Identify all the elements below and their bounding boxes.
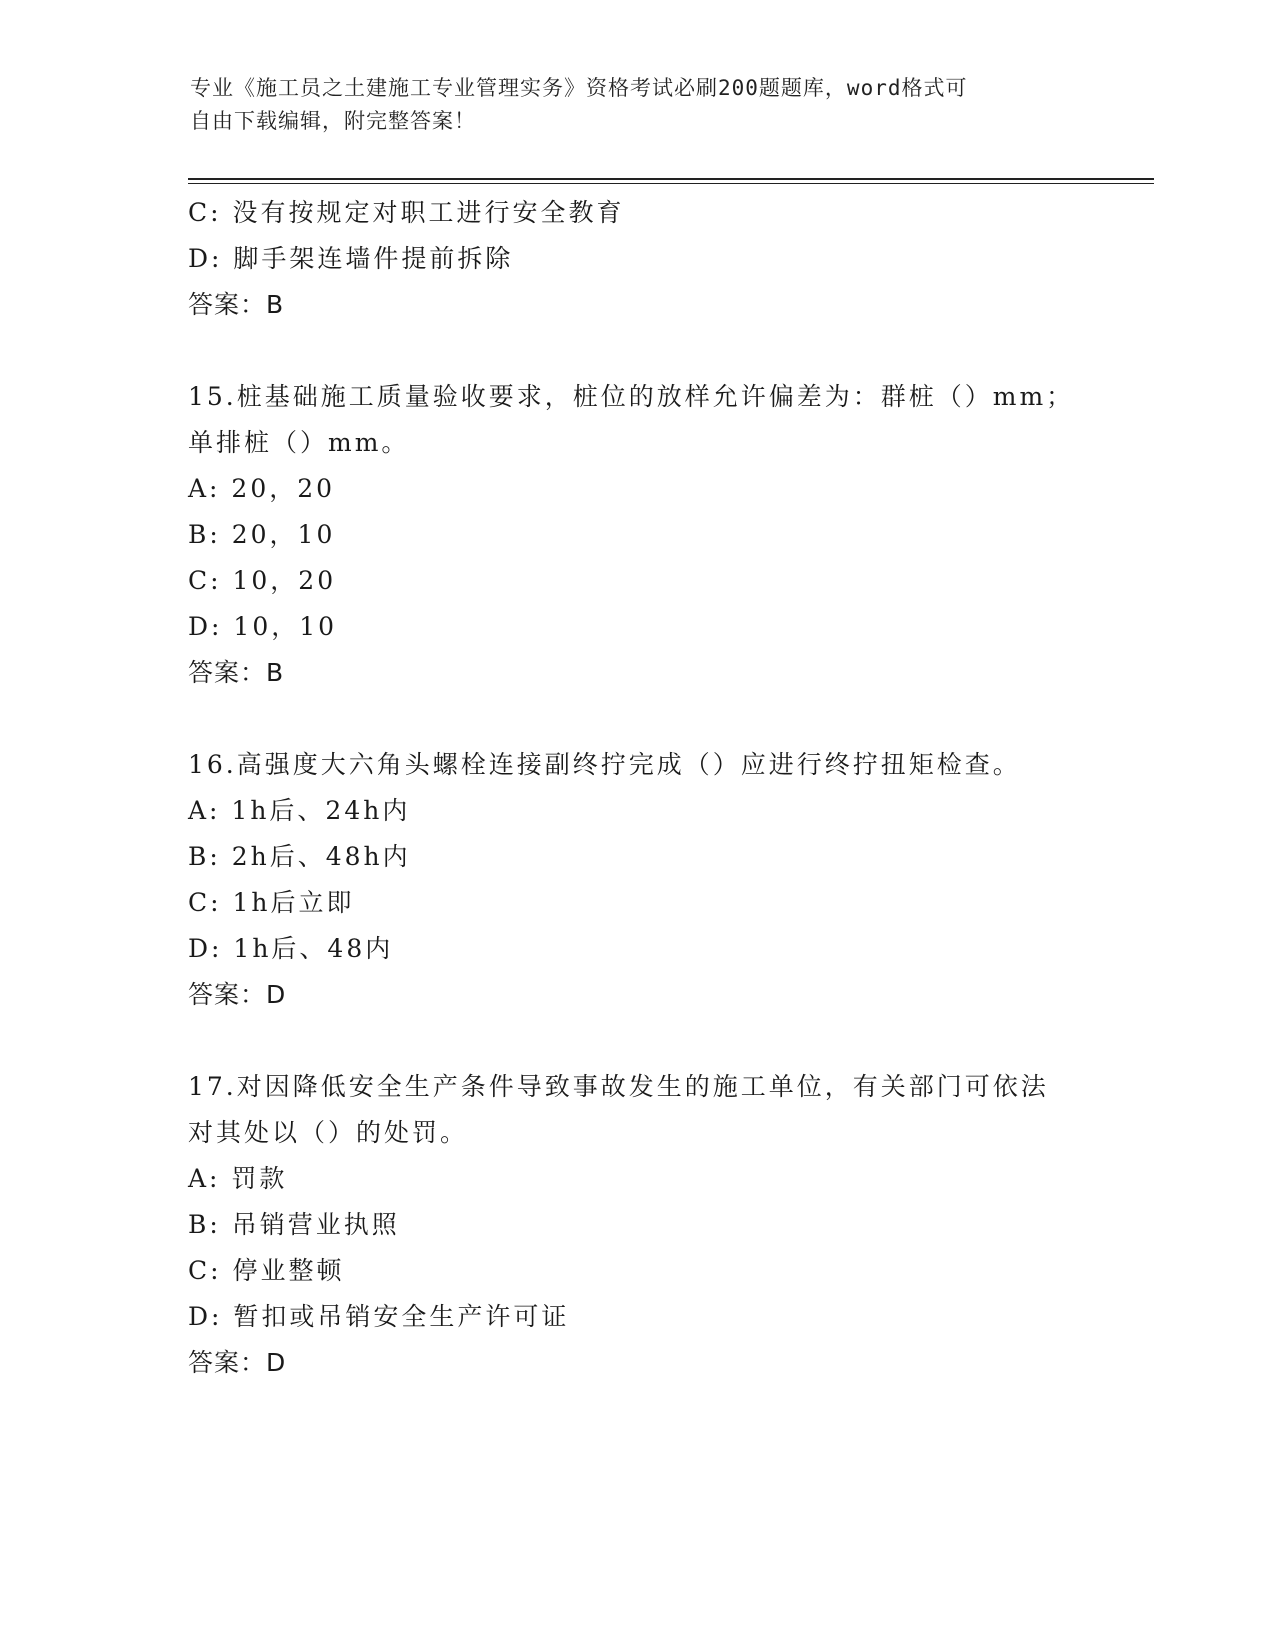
header-title-line-2: 自由下载编辑，附完整答案！ (190, 109, 476, 133)
page-header (190, 72, 1090, 138)
document-body (188, 190, 1088, 1386)
header-divider-thin (188, 183, 1154, 184)
option-d: D: 暂扣或吊销安全生产许可证 (188, 1302, 570, 1331)
question-text-line: 16.高强度大六角头螺栓连接副终拧完成（）应进行终拧扭矩检查。 (188, 750, 1021, 779)
question-text-line: 单排桩（）mm。 (188, 428, 410, 457)
question-text-line: 17.对因降低安全生产条件导致事故发生的施工单位，有关部门可依法 (188, 1072, 1049, 1101)
answer-line: 答案：B (188, 658, 285, 687)
question-17 (188, 1064, 1088, 1386)
question-16 (188, 742, 1088, 1018)
option-b: B: 吊销营业执照 (188, 1210, 400, 1239)
option-a: A: 1h后、24h内 (188, 796, 411, 825)
option-a: A: 20，20 (188, 474, 336, 503)
option-c: C: 停业整顿 (188, 1256, 345, 1285)
option-d: D: 10，10 (188, 612, 338, 641)
option-b: B: 20，10 (188, 520, 336, 549)
option-d: D: 1h后、48内 (188, 934, 394, 963)
option-c: C: 没有按规定对职工进行安全教育 (188, 198, 625, 227)
answer-line: 答案：D (188, 1348, 287, 1377)
answer-line: 答案：B (188, 290, 285, 319)
question-15 (188, 374, 1088, 696)
option-d: D: 脚手架连墙件提前拆除 (188, 244, 514, 273)
option-a: A: 罚款 (188, 1164, 288, 1193)
continued-question (188, 190, 1088, 328)
header-divider-thick (188, 178, 1154, 180)
header-title-line-1: 专业《施工员之土建施工专业管理实务》资格考试必刷200题题库，word格式可 (190, 76, 968, 100)
option-b: B: 2h后、48h内 (188, 842, 411, 871)
question-text-line: 15.桩基础施工质量验收要求，桩位的放样允许偏差为：群桩（）mm； (188, 382, 1075, 411)
question-text-line: 对其处以（）的处罚。 (188, 1118, 469, 1147)
answer-line: 答案：D (188, 980, 287, 1009)
option-c: C: 10，20 (188, 566, 337, 595)
option-c: C: 1h后立即 (188, 888, 355, 917)
